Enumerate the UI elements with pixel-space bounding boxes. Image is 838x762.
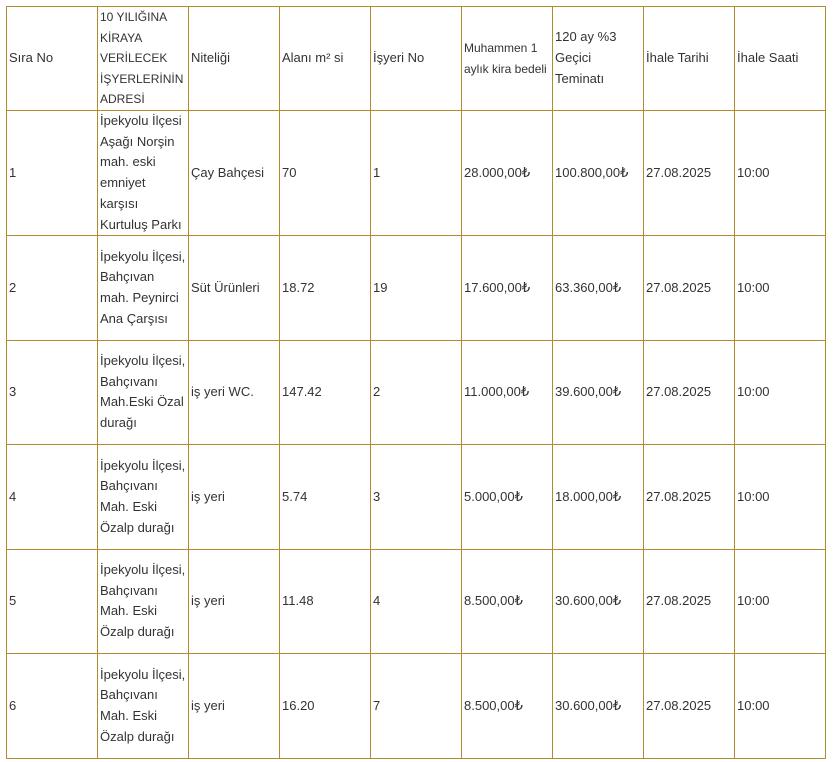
cell-muhammen-bedel: 11.000,00₺ xyxy=(462,340,553,445)
cell-gecici-teminat: 100.800,00₺ xyxy=(553,111,644,236)
cell-sira-no: 4 xyxy=(7,445,98,550)
cell-sira-no: 6 xyxy=(7,654,98,759)
cell-alani: 16.20 xyxy=(280,654,371,759)
cell-muhammen-bedel: 28.000,00₺ xyxy=(462,111,553,236)
cell-gecici-teminat: 39.600,00₺ xyxy=(553,340,644,445)
cell-alani: 11.48 xyxy=(280,549,371,654)
cell-isyeri-no: 2 xyxy=(371,340,462,445)
cell-address: İpekyolu İlçesi, Bahçıvan mah. Peynirci Ana Çarşısı xyxy=(98,236,189,341)
cell-ihale-tarihi: 27.08.2025 xyxy=(644,654,735,759)
cell-alani: 70 xyxy=(280,111,371,236)
header-isyeri-no: İşyeri No xyxy=(371,7,462,111)
cell-address: İpekyolu İlçesi Aşağı Norşin mah. eski emniyet karşısı Kurtuluş Parkı xyxy=(98,111,189,236)
cell-ihale-saati: 10:00 xyxy=(735,236,826,341)
cell-ihale-tarihi: 27.08.2025 xyxy=(644,111,735,236)
table-row xyxy=(7,549,826,654)
cell-muhammen-bedel: 5.000,00₺ xyxy=(462,445,553,550)
cell-ihale-saati: 10:00 xyxy=(735,111,826,236)
cell-isyeri-no: 19 xyxy=(371,236,462,341)
cell-address: İpekyolu İlçesi, Bahçıvanı Mah. Eski Özalp durağı xyxy=(98,445,189,550)
cell-niteligi: iş yeri WC. xyxy=(189,340,280,445)
cell-address: İpekyolu İlçesi, Bahçıvanı Mah. Eski Özalp durağı xyxy=(98,654,189,759)
cell-gecici-teminat: 30.600,00₺ xyxy=(553,549,644,654)
cell-ihale-tarihi: 27.08.2025 xyxy=(644,236,735,341)
table-body xyxy=(7,111,826,759)
table-row xyxy=(7,654,826,759)
cell-sira-no: 2 xyxy=(7,236,98,341)
cell-gecici-teminat: 63.360,00₺ xyxy=(553,236,644,341)
cell-niteligi: iş yeri xyxy=(189,549,280,654)
table-row xyxy=(7,111,826,236)
table-row xyxy=(7,340,826,445)
header-sira-no: Sıra No xyxy=(7,7,98,111)
cell-sira-no: 3 xyxy=(7,340,98,445)
cell-ihale-tarihi: 27.08.2025 xyxy=(644,340,735,445)
table-row xyxy=(7,445,826,550)
header-muhammen-bedel: Muhammen 1 aylık kira bedeli xyxy=(462,7,553,111)
cell-niteligi: Çay Bahçesi xyxy=(189,111,280,236)
header-alani: Alanı m² si xyxy=(280,7,371,111)
cell-muhammen-bedel: 8.500,00₺ xyxy=(462,654,553,759)
table-header-row xyxy=(7,7,826,111)
header-address: 10 YILIĞINA KİRAYA VERİLECEK İŞYERLERİNİN ADRESİ xyxy=(98,7,189,111)
header-gecici-teminat: 120 ay %3 Geçici Teminatı xyxy=(553,7,644,111)
cell-ihale-tarihi: 27.08.2025 xyxy=(644,445,735,550)
cell-alani: 5.74 xyxy=(280,445,371,550)
cell-isyeri-no: 4 xyxy=(371,549,462,654)
cell-ihale-saati: 10:00 xyxy=(735,340,826,445)
cell-ihale-saati: 10:00 xyxy=(735,549,826,654)
cell-sira-no: 1 xyxy=(7,111,98,236)
cell-muhammen-bedel: 8.500,00₺ xyxy=(462,549,553,654)
cell-ihale-saati: 10:00 xyxy=(735,654,826,759)
cell-address: İpekyolu İlçesi, Bahçıvanı Mah.Eski Özal durağı xyxy=(98,340,189,445)
cell-alani: 147.42 xyxy=(280,340,371,445)
cell-isyeri-no: 7 xyxy=(371,654,462,759)
header-ihale-tarihi: İhale Tarihi xyxy=(644,7,735,111)
cell-muhammen-bedel: 17.600,00₺ xyxy=(462,236,553,341)
cell-niteligi: iş yeri xyxy=(189,445,280,550)
cell-gecici-teminat: 18.000,00₺ xyxy=(553,445,644,550)
table-row xyxy=(7,236,826,341)
cell-isyeri-no: 1 xyxy=(371,111,462,236)
cell-address: İpekyolu İlçesi, Bahçıvanı Mah. Eski Özalp durağı xyxy=(98,549,189,654)
header-niteligi: Niteliği xyxy=(189,7,280,111)
cell-alani: 18.72 xyxy=(280,236,371,341)
cell-niteligi: Süt Ürünleri xyxy=(189,236,280,341)
header-ihale-saati: İhale Saati xyxy=(735,7,826,111)
lease-auction-table xyxy=(6,6,826,759)
cell-sira-no: 5 xyxy=(7,549,98,654)
cell-ihale-saati: 10:00 xyxy=(735,445,826,550)
cell-isyeri-no: 3 xyxy=(371,445,462,550)
cell-ihale-tarihi: 27.08.2025 xyxy=(644,549,735,654)
cell-niteligi: iş yeri xyxy=(189,654,280,759)
cell-gecici-teminat: 30.600,00₺ xyxy=(553,654,644,759)
